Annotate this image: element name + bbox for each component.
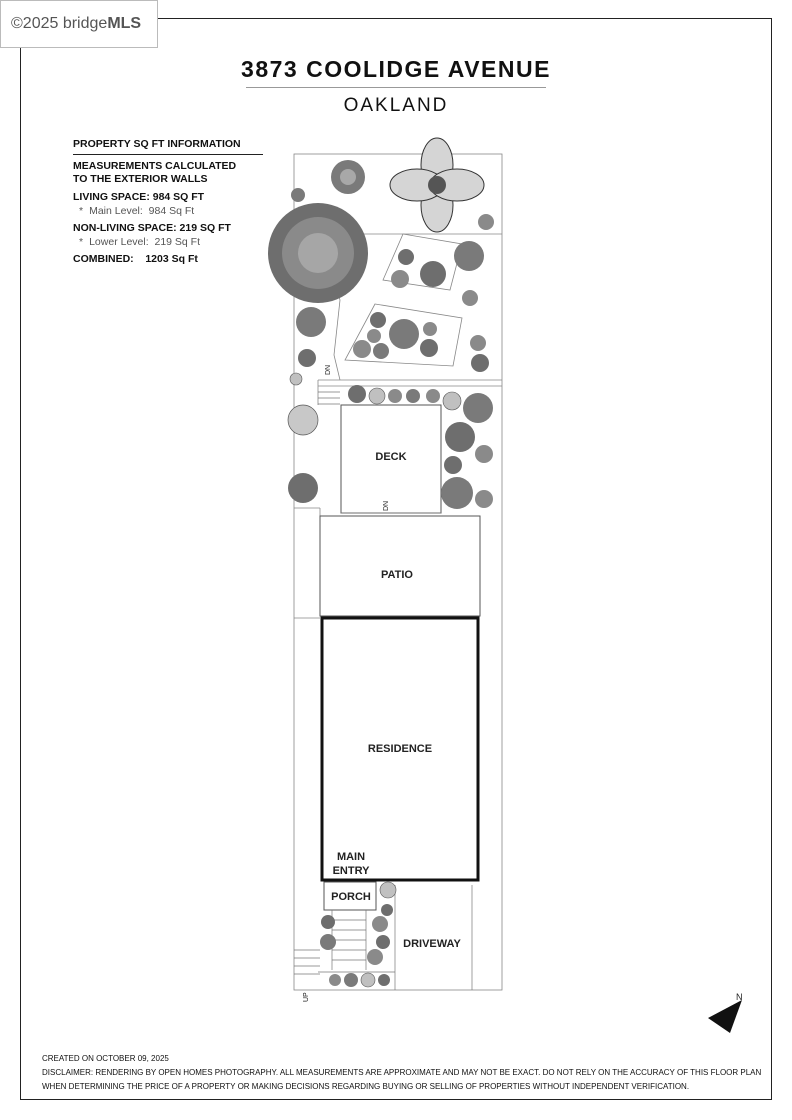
shrub bbox=[367, 329, 381, 343]
combined-value: 1203 Sq Ft bbox=[145, 253, 198, 266]
shrub bbox=[420, 261, 446, 287]
shrub bbox=[389, 319, 419, 349]
north-arrow-icon bbox=[708, 1000, 742, 1033]
info-nonliving-space: NON-LIVING SPACE: 219 SQ FT bbox=[73, 222, 231, 235]
patio-outline bbox=[320, 516, 480, 616]
north-label: N bbox=[736, 992, 743, 1002]
shrub bbox=[288, 405, 318, 435]
deck-label: DECK bbox=[375, 451, 407, 463]
shrub bbox=[372, 916, 388, 932]
shrub bbox=[478, 214, 494, 230]
shrub bbox=[454, 241, 484, 271]
stair-up-label: UP bbox=[303, 992, 310, 1002]
shrub bbox=[441, 477, 473, 509]
disclaimer-line-2: WHEN DETERMINING THE PRICE OF A PROPERTY OR MAKING DECISIONS REGARDING BUYING OR SELLING OF PROPERTIES WITHOUT INDEPENDENT VERIFICATION. bbox=[42, 1082, 690, 1091]
shrub bbox=[470, 335, 486, 351]
residence-label: RESIDENCE bbox=[367, 743, 433, 755]
shrub bbox=[443, 392, 461, 410]
shrub bbox=[290, 373, 302, 385]
created-date: CREATED ON OCTOBER 09, 2025 bbox=[42, 1054, 169, 1063]
shrub bbox=[369, 388, 385, 404]
shrub bbox=[329, 974, 341, 986]
shrub bbox=[376, 935, 390, 949]
living-sub-label: Main Level: bbox=[89, 204, 143, 217]
info-living-space: LIVING SPACE: 984 SQ FT bbox=[73, 190, 205, 203]
combined-label: COMBINED: bbox=[73, 253, 134, 266]
tree-canopy-inner bbox=[298, 233, 338, 273]
shrub bbox=[380, 882, 396, 898]
nonliving-sub-value: 219 Sq Ft bbox=[154, 235, 201, 248]
nonliving-sub-label: Lower Level: bbox=[89, 235, 149, 248]
page-subtitle: OAKLAND bbox=[343, 95, 449, 116]
shrub bbox=[321, 915, 335, 929]
plant-center bbox=[428, 176, 446, 194]
shrub bbox=[296, 307, 326, 337]
watermark-brand: MLS bbox=[107, 15, 142, 32]
large-leafy-plant-top bbox=[390, 138, 484, 232]
shrub bbox=[444, 456, 462, 474]
info-measure-line-1: MEASUREMENTS CALCULATED bbox=[73, 159, 237, 172]
shrub bbox=[406, 389, 420, 403]
shrub-center bbox=[340, 169, 356, 185]
shrub bbox=[398, 249, 414, 265]
shrub bbox=[361, 973, 375, 987]
shrub bbox=[471, 354, 489, 372]
shrub bbox=[320, 934, 336, 950]
north-arrow bbox=[708, 992, 743, 1033]
shrub bbox=[463, 393, 493, 423]
shrub bbox=[426, 389, 440, 403]
shrub bbox=[381, 904, 393, 916]
info-measure-line-2: TO THE EXTERIOR WALLS bbox=[73, 173, 208, 186]
shrub bbox=[288, 473, 318, 503]
porch-label: PORCH bbox=[331, 891, 371, 903]
living-sub-value: 984 Sq Ft bbox=[148, 204, 195, 217]
shrub bbox=[348, 385, 366, 403]
large-tree-left bbox=[268, 203, 368, 303]
shrub bbox=[391, 270, 409, 288]
disclaimer-line-1: DISCLAIMER: RENDERING BY OPEN HOMES PHOTOGRAPHY. ALL MEASUREMENTS ARE APPROXIMATE AND MAY NOT BE EXACT. DO NOT RELY ON THE ACCURACY OF THIS FLOOR PLAN bbox=[42, 1068, 762, 1077]
mls-watermark bbox=[0, 0, 158, 48]
shrub bbox=[344, 973, 358, 987]
page-title: 3873 COOLIDGE AVENUE bbox=[241, 56, 551, 82]
shrub bbox=[353, 340, 371, 358]
shrub bbox=[367, 949, 383, 965]
driveway-label: DRIVEWAY bbox=[403, 938, 461, 950]
info-heading: PROPERTY SQ FT INFORMATION bbox=[73, 138, 263, 155]
shrub bbox=[475, 490, 493, 508]
bullet-1: * bbox=[79, 204, 84, 217]
main-entry-label-line-2: ENTRY bbox=[332, 865, 370, 877]
stair-dn-label-upper: DN bbox=[325, 364, 332, 375]
shrub bbox=[462, 290, 478, 306]
shrub bbox=[445, 422, 475, 452]
shrub bbox=[420, 339, 438, 357]
stair-dn-label-deck: DN bbox=[383, 500, 390, 511]
shrub bbox=[378, 974, 390, 986]
shrub bbox=[423, 322, 437, 336]
watermark-copyright: ©2025 bridge bbox=[11, 15, 108, 32]
shrub bbox=[475, 445, 493, 463]
shrub bbox=[298, 349, 316, 367]
shrub bbox=[370, 312, 386, 328]
shrub bbox=[291, 188, 305, 202]
shrub bbox=[373, 343, 389, 359]
main-entry-label-line-1: MAIN bbox=[336, 851, 366, 863]
bullet-2: * bbox=[79, 235, 84, 248]
shrub bbox=[388, 389, 402, 403]
footer bbox=[42, 1052, 762, 1094]
patio-label: PATIO bbox=[381, 569, 413, 581]
